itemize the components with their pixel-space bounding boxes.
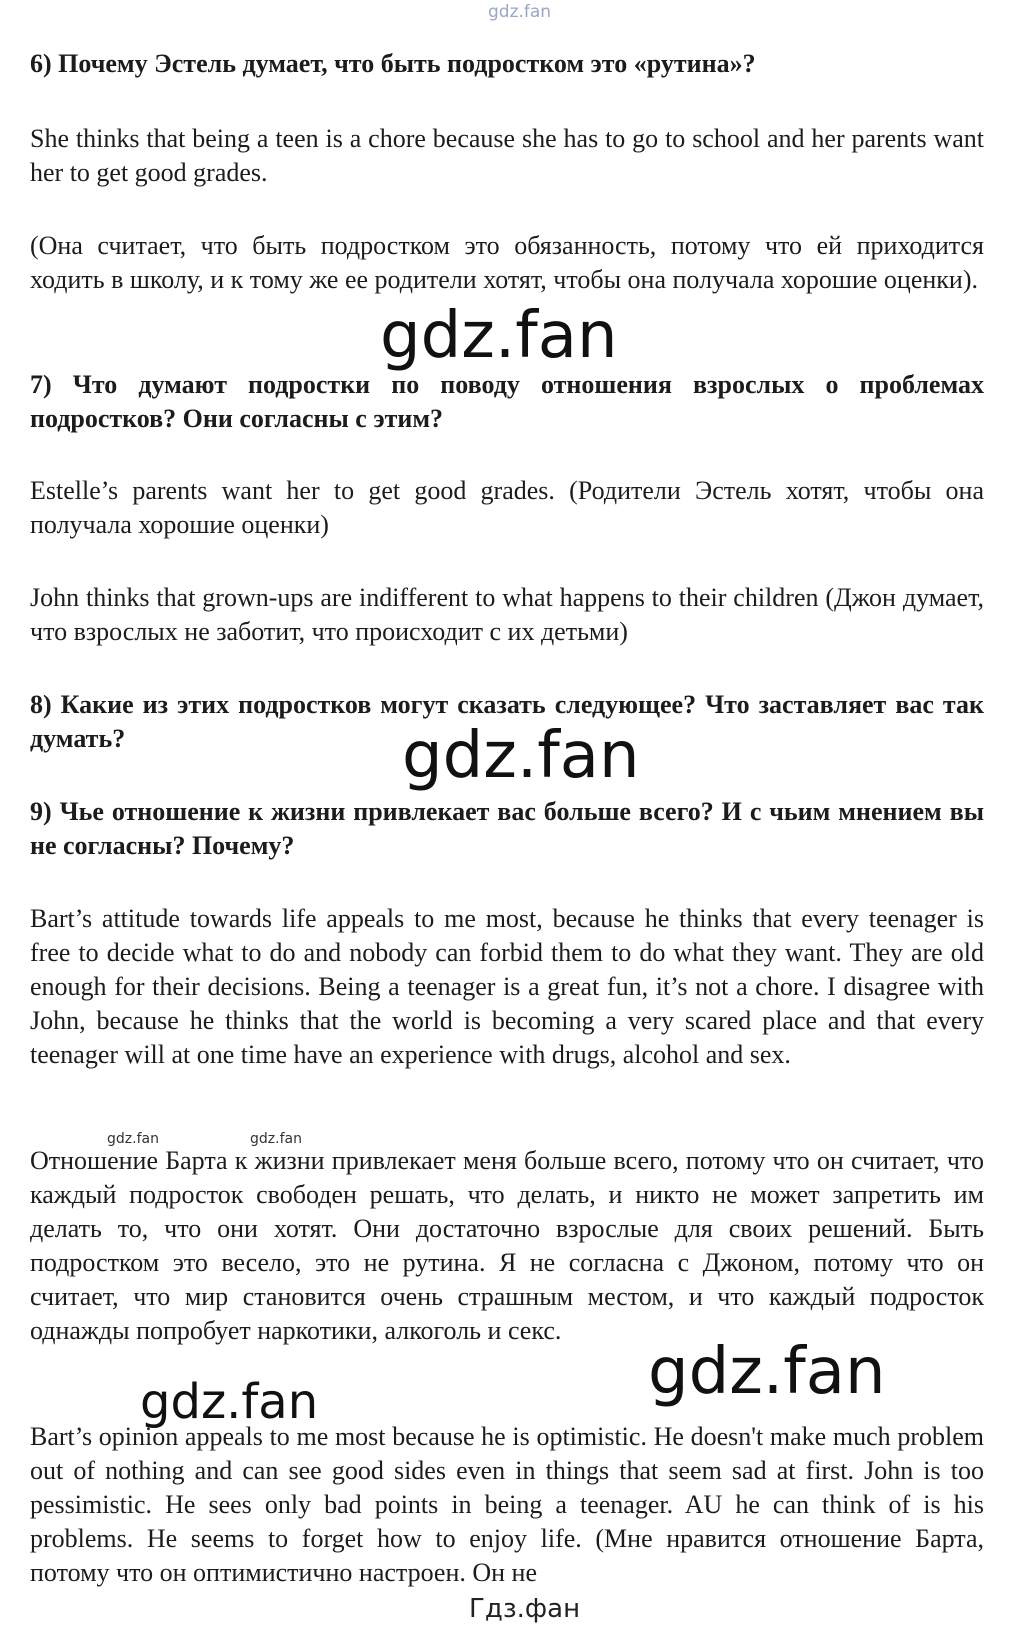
watermark-large: gdz.fan	[402, 719, 640, 793]
answer-7-john: John thinks that grown-ups are indifferent to what happens to their children (Джон думает, что взрослых не заботит, что происходит с их детьми)	[30, 583, 984, 646]
footer-label: Гдз.фан	[469, 1594, 581, 1624]
watermark-medium: gdz.fan	[140, 1374, 319, 1430]
question-7: 7) Что думают подростки по поводу отношения взрослых о проблемах подростков? Они согласны с этим?	[30, 370, 984, 433]
answer-6-english: She thinks that being a teen is a chore because she has to go to school and her parents want her to get good grades.	[30, 124, 984, 187]
watermark-small: gdz.fan	[250, 1131, 302, 1147]
answer-9-russian: Отношение Барта к жизни привлекает меня больше всего, потому что он считает, что каждый подросток свободен решать, что делать, и никто не может запретить им делать то, что они хотят. Они достаточно взрослые для своих решений. Быть подростком это весело, это не рутина. Я не согласна с Джоном, потому что он считает, что мир становится очень страшным местом, и что каждый подросток однажды попробует наркотики, алкоголь и секс.	[30, 1146, 984, 1345]
watermark-small: gdz.fan	[107, 1131, 159, 1147]
question-9: 9) Чье отношение к жизни привлекает вас больше всего? И с чьим мнением вы не согласны? Почему?	[30, 797, 984, 860]
watermark-large: gdz.fan	[380, 299, 618, 373]
watermark-large: gdz.fan	[648, 1335, 886, 1409]
answer-9-english: Bart’s attitude towards life appeals to me most, because he thinks that every teenager is free to decide what to do and nobody can forbid them to do what they want. They are old enough for their decisions. Being a teenager is a great fun, it’s not a chore. I disagree with John, because he thinks that the world is becoming a very scared place and that every teenager will at one time have an experience with drugs, alcohol and sex.	[30, 904, 984, 1069]
answer-9-alternative: Bart’s opinion appeals to me most because he is optimistic. He doesn't make much problem out of nothing and can see good sides even in things that seem sad at first. John is too pessimistic. He sees only bad points in being a teenager. AU he can think of is his problems. He seems to forget how to enjoy life. (Мне нравится отношение Барта, потому что он оптимистично настроен. Он не	[30, 1422, 984, 1587]
answer-6-russian: (Она считает, что быть подростком это обязанность, потому что ей приходится ходить в школу, и к тому же ее родители хотят, чтобы она получала хорошие оценки).	[30, 231, 984, 294]
answer-7-estelle: Estelle’s parents want her to get good grades. (Родители Эстель хотят, чтобы она получала хорошие оценки)	[30, 476, 984, 539]
header-watermark: gdz.fan	[488, 2, 552, 22]
question-8: 8) Какие из этих подростков могут сказать следующее? Что заставляет вас так думать?	[30, 690, 984, 753]
question-6: 6) Почему Эстель думает, что быть подростком это «рутина»?	[30, 49, 756, 78]
